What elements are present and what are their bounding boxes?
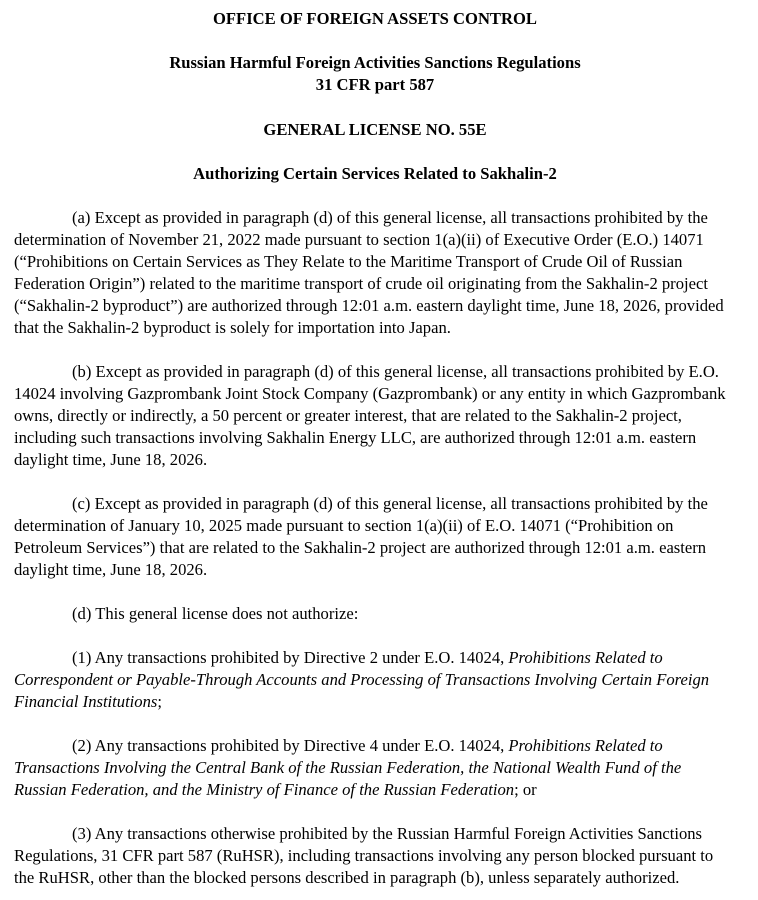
subparagraph-1 (14, 647, 736, 713)
subparagraph-1-tail: ; (157, 692, 162, 711)
regulation-cite: 31 CFR part 587 (315, 75, 435, 94)
agency-title: OFFICE OF FOREIGN ASSETS CONTROL (213, 9, 537, 28)
subparagraph-1-lead: (1) Any transactions prohibited by Directive 2 under E.O. 14024, (72, 648, 509, 667)
regulation-heading (14, 52, 736, 96)
subparagraph-2-lead: (2) Any transactions prohibited by Directive 4 under E.O. 14024, (72, 736, 509, 755)
subparagraph-2-tail: ; or (514, 780, 537, 799)
regulation-title: Russian Harmful Foreign Activities Sanctions Regulations (169, 53, 581, 72)
license-number-heading: GENERAL LICENSE NO. 55E (263, 120, 487, 139)
paragraph-d-intro: (d) This general license does not authorize: (72, 604, 359, 623)
paragraph-b: (b) Except as provided in paragraph (d) of this general license, all transactions prohibited by E.O. 14024 involving Gazprombank Joint Stock Company (Gazprombank) or any entity in which Gazprombank owns, directly or indirectly, a 50 percent or greater interest, that are related to the Sakhalin-2 project, including such transactions involving Sakhalin Energy LLC, are authorized through 12:01 a.m. eastern daylight time, June 18, 2026. (14, 362, 726, 469)
subparagraph-3: (3) Any transactions otherwise prohibited by the Russian Harmful Foreign Activities Sanctions Regulations, 31 CFR part 587 (RuHSR), including transactions involving any person blocked pursuant to the RuHSR, other than the blocked persons described in paragraph (b), unless separately authorized. (14, 824, 714, 887)
paragraph-a: (a) Except as provided in paragraph (d) of this general license, all transactions prohibited by the determination of November 21, 2022 made pursuant to section 1(a)(ii) of Executive Order (E.O.) 14071 (“Prohibitions on Certain Services as They Relate to the Maritime Transport of Crude Oil of Russian Federation Origin”) related to the maritime transport of crude oil originating from the Sakhalin-2 project (“Sakhalin-2 byproduct”) are authorized through 12:01 a.m. eastern daylight time, June 18, 2026, provided that the Sakhalin-2 byproduct is solely for importation into Japan. (14, 208, 724, 337)
paragraph-c: (c) Except as provided in paragraph (d) of this general license, all transactions prohibited by the determination of January 10, 2025 made pursuant to section 1(a)(ii) of E.O. 14071 (“Prohibition on Petroleum Services”) that are related to the Sakhalin-2 project are authorized through 12:01 a.m. eastern daylight time, June 18, 2026. (14, 494, 708, 579)
subparagraph-1-directive-title: Prohibitions Related to Correspondent or Payable-Through Accounts and Processing of Transactions Involving Certain Foreign Financial Institutions (14, 648, 710, 711)
license-subject-heading: Authorizing Certain Services Related to Sakhalin-2 (193, 164, 557, 183)
subparagraph-2-directive-title: Prohibitions Related to Transactions Involving the Central Bank of the Russian Federation, the National Wealth Fund of the Russian Federation, and the Ministry of Finance of the Russian Federation (14, 736, 682, 799)
subparagraph-2 (14, 735, 736, 801)
